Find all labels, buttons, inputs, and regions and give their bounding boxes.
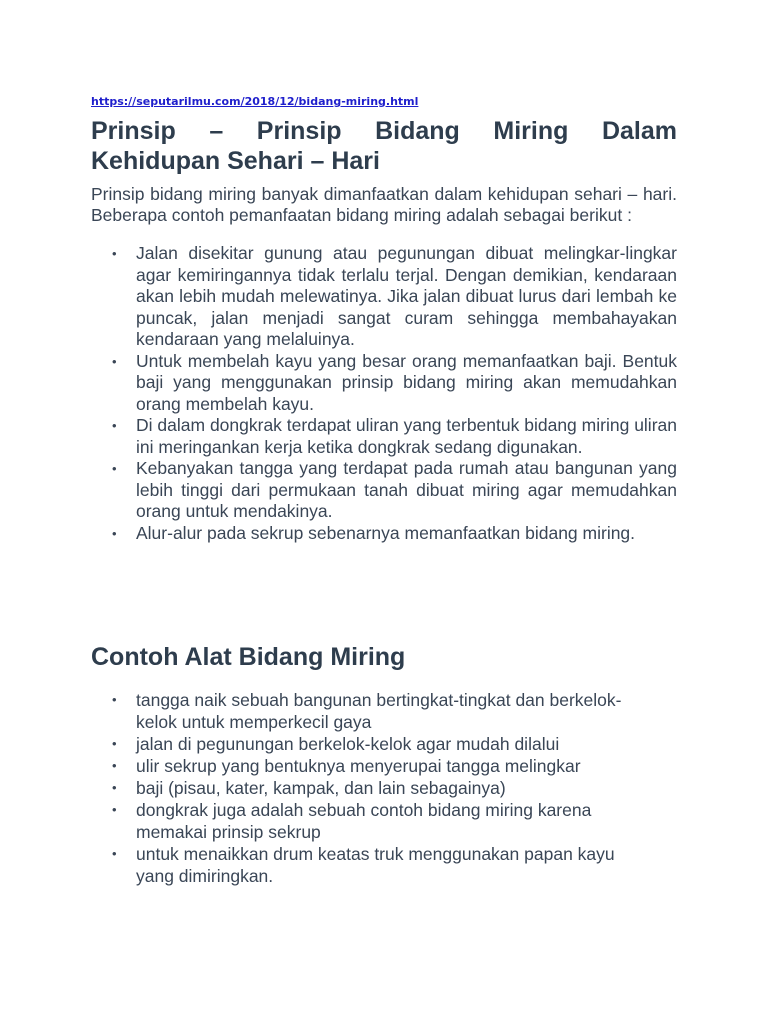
list-item (91, 755, 651, 777)
list-item-text: Jalan disekitar gunung atau pegunungan dibuat melingkar-lingkar agar kemiringannya tidak terlalu terjal. Dengan demikian, kendaraan akan lebih mudah melewatinya. Jika jalan dibuat lurus dari lembah ke puncak, jalan menjadi sangat curam sehingga membahayakan kendaraan yang melaluinya. (136, 243, 677, 349)
list-item (91, 733, 651, 755)
bullet-icon: • (112, 353, 117, 369)
list-item (91, 799, 651, 843)
list-item-text: Untuk membelah kayu yang besar orang memanfaatkan baji. Bentuk baji yang menggunakan prinsip bidang miring akan memudahkan orang membelah kayu. (136, 350, 677, 414)
bullet-icon: • (112, 736, 117, 751)
source-url-link[interactable]: https://seputarilmu.com/2018/12/bidang-miring.html (91, 95, 419, 108)
bullet-icon: • (112, 246, 117, 261)
list-item (91, 843, 651, 887)
list-item (91, 458, 677, 523)
page-title: Prinsip – Prinsip Bidang Miring Dalam Kehidupan Sehari – Hari (91, 117, 677, 175)
list-item (91, 351, 677, 416)
list-item-text: Di dalam dongkrak terdapat uliran yang terbentuk bidang miring uliran ini meringankan kerja ketika dongkrak sedang digunakan. (136, 415, 677, 457)
list-item (91, 243, 677, 351)
list-item-text: baji (pisau, kater, kampak, dan lain sebagainya) (136, 778, 506, 798)
list-item-text: untuk menaikkan drum keatas truk menggunakan papan kayu yang dimiringkan. (136, 844, 615, 886)
bullet-icon: • (112, 802, 117, 817)
list-item-text: ulir sekrup yang bentuknya menyerupai tangga melingkar (136, 756, 581, 776)
bullet-icon: • (112, 418, 117, 433)
section-title: Contoh Alat Bidang Miring (91, 643, 406, 671)
intro-paragraph: Prinsip bidang miring banyak dimanfaatkan dalam kehidupan sehari – hari. Beberapa contoh pemanfaatan bidang miring adalah sebagai berikut : (91, 184, 677, 225)
list-item (91, 777, 651, 799)
list-item-text: Alur-alur pada sekrup sebenarnya memanfaatkan bidang miring. (136, 522, 636, 543)
list-item-text: tangga naik sebuah bangunan bertingkat-tingkat dan berkelok-kelok untuk memperkecil gaya (136, 690, 622, 732)
bullet-icon: • (112, 846, 117, 861)
bullet-icon: • (112, 780, 117, 795)
list-item-text: jalan di pegunungan berkelok-kelok agar mudah dilalui (136, 734, 560, 754)
list-item (91, 415, 677, 458)
document-page (91, 92, 677, 887)
bullet-icon: • (112, 525, 117, 541)
list-item-text: dongkrak juga adalah sebuah contoh bidang miring karena memakai prinsip sekrup (136, 800, 592, 842)
bullet-icon: • (112, 758, 117, 773)
list-item (91, 523, 677, 545)
principles-list (91, 243, 677, 544)
list-item (91, 689, 651, 733)
examples-list (91, 689, 651, 887)
list-item-text: Kebanyakan tangga yang terdapat pada rumah atau bangunan yang lebih tinggi dari permukaan tanah dibuat miring agar memudahkan orang untuk mendakinya. (136, 458, 677, 521)
bullet-icon: • (112, 692, 117, 707)
bullet-icon: • (112, 461, 117, 476)
